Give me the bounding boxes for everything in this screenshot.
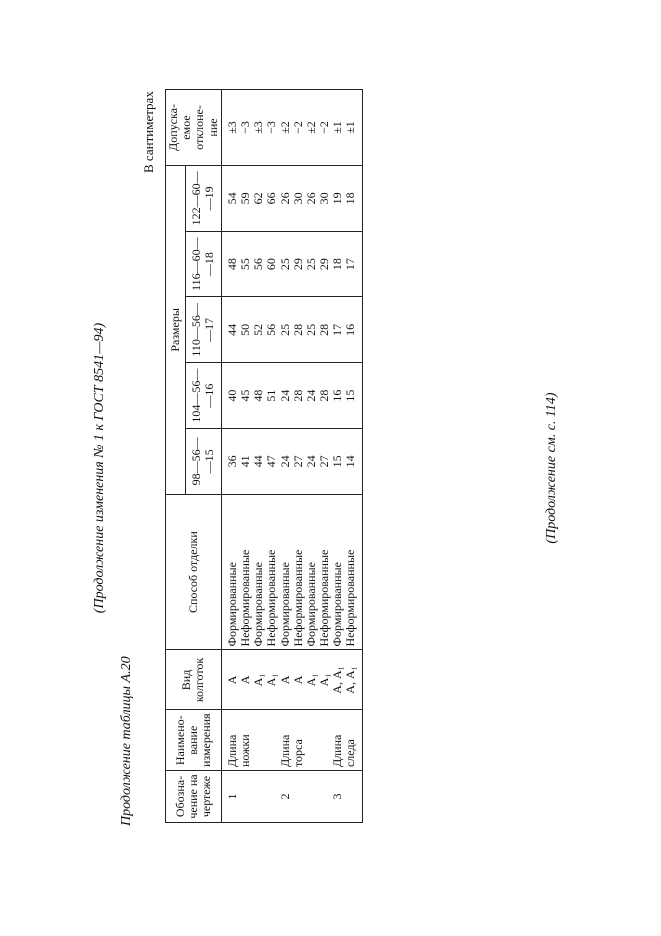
sizes-table (165, 89, 363, 823)
cell-size-value: 28 (292, 297, 305, 363)
cell-designation: 3 (331, 771, 344, 823)
cell-size-value: 48 (221, 231, 239, 297)
cell-designation (344, 771, 362, 823)
cell-measurement-name (265, 710, 278, 771)
cell-size-value: 29 (318, 231, 331, 297)
cell-measurement-name: ножки (239, 710, 252, 771)
cell-size-value: 62 (252, 165, 265, 231)
cell-tights-type: А (239, 650, 252, 710)
cell-tolerance: ±1 (331, 90, 344, 166)
header-designation: Обозна- чение на чертеже (166, 771, 222, 823)
cell-size-value: 26 (279, 165, 292, 231)
cell-size-value: 19 (331, 165, 344, 231)
cell-measurement-name: торса (292, 710, 305, 771)
cell-size-value: 15 (331, 429, 344, 495)
cell-designation: 2 (279, 771, 292, 823)
cell-tights-type: А (221, 650, 239, 710)
cell-finishing-method: Формированные (305, 494, 318, 650)
cell-tolerance: −2 (318, 90, 331, 166)
cell-tights-type: А (279, 650, 292, 710)
cell-measurement-name (252, 710, 265, 771)
cell-finishing-method: Формированные (221, 494, 239, 650)
cell-size-value: 30 (292, 165, 305, 231)
cell-tolerance: ±2 (279, 90, 292, 166)
cell-size-value: 45 (239, 363, 252, 429)
table-caption: Продолжение таблицы А.20 (119, 656, 134, 826)
cell-finishing-method: Формированные (252, 494, 265, 650)
table-row (265, 90, 278, 823)
cell-size-value: 16 (344, 297, 362, 363)
cell-size-value: 27 (292, 429, 305, 495)
cell-designation (252, 771, 265, 823)
cell-finishing-method: Неформированные (292, 494, 305, 650)
cell-size-value: 25 (305, 297, 318, 363)
cell-finishing-method: Неформированные (239, 494, 252, 650)
cell-size-value: 16 (331, 363, 344, 429)
cell-size-value: 24 (305, 363, 318, 429)
header-size-2: 104—56— —16 (185, 363, 221, 429)
header-finishing-method: Способ отделки (166, 494, 222, 650)
cell-size-value: 59 (239, 165, 252, 231)
cell-size-value: 24 (279, 363, 292, 429)
cell-tights-type: А₁ (252, 650, 265, 710)
cell-size-value: 17 (331, 297, 344, 363)
cell-designation (239, 771, 252, 823)
cell-size-value: 17 (344, 231, 362, 297)
cell-size-value: 55 (239, 231, 252, 297)
cell-size-value: 14 (344, 429, 362, 495)
cell-designation: 1 (221, 771, 239, 823)
cell-tolerance: −3 (265, 90, 278, 166)
cell-size-value: 28 (318, 297, 331, 363)
cell-size-value: 48 (252, 363, 265, 429)
header-measurement-name: Наимено- вание измерения (166, 710, 222, 771)
cell-size-value: 66 (265, 165, 278, 231)
cell-size-value: 27 (318, 429, 331, 495)
cell-size-value: 25 (279, 231, 292, 297)
cell-designation (265, 771, 278, 823)
header-sizes: Размеры (166, 165, 186, 494)
cell-size-value: 26 (305, 165, 318, 231)
table-row (344, 90, 362, 823)
header-size-1: 98—56— —15 (185, 429, 221, 495)
cell-measurement-name: Длина (221, 710, 239, 771)
cell-size-value: 47 (265, 429, 278, 495)
cell-size-value: 44 (221, 297, 239, 363)
cell-tolerance: −3 (239, 90, 252, 166)
table-body (221, 90, 362, 823)
cell-tights-type: А, А₁ (331, 650, 344, 710)
cell-size-value: 51 (265, 363, 278, 429)
cell-measurement-name (305, 710, 318, 771)
cell-tolerance: −2 (292, 90, 305, 166)
cell-size-value: 28 (318, 363, 331, 429)
table-row (221, 90, 239, 823)
cell-tights-type: А₁ (265, 650, 278, 710)
cell-finishing-method: Неформированные (344, 494, 362, 650)
cell-tights-type: А (292, 650, 305, 710)
cell-size-value: 52 (252, 297, 265, 363)
cell-tolerance: ±1 (344, 90, 362, 166)
cell-size-value: 41 (239, 429, 252, 495)
cell-size-value: 30 (318, 165, 331, 231)
cell-finishing-method: Формированные (279, 494, 292, 650)
running-header: (Продолжение изменения № 1 к ГОСТ 8541—94) (92, 322, 107, 614)
cell-size-value: 25 (305, 231, 318, 297)
units-note: В сантиметрах (141, 91, 156, 173)
cell-measurement-name: следа (344, 710, 362, 771)
cell-size-value: 28 (292, 363, 305, 429)
cell-size-value: 18 (344, 165, 362, 231)
running-footer: (Продолжение см. с. 114) (544, 392, 559, 544)
cell-finishing-method: Неформированные (265, 494, 278, 650)
cell-size-value: 24 (279, 429, 292, 495)
cell-tolerance: ±3 (252, 90, 265, 166)
cell-size-value: 15 (344, 363, 362, 429)
cell-tolerance: ±2 (305, 90, 318, 166)
cell-tights-type: А, А₁ (344, 650, 362, 710)
cell-finishing-method: Неформированные (318, 494, 331, 650)
cell-measurement-name: Длина (279, 710, 292, 771)
cell-size-value: 29 (292, 231, 305, 297)
cell-size-value: 36 (221, 429, 239, 495)
cell-tights-type: А₁ (318, 650, 331, 710)
cell-tights-type: А₁ (305, 650, 318, 710)
cell-size-value: 24 (305, 429, 318, 495)
cell-size-value: 18 (331, 231, 344, 297)
cell-tolerance: ±3 (221, 90, 239, 166)
cell-finishing-method: Формированные (331, 494, 344, 650)
header-size-4: 116—60— —18 (185, 231, 221, 297)
table-row (279, 90, 292, 823)
cell-size-value: 54 (221, 165, 239, 231)
cell-designation (305, 771, 318, 823)
cell-size-value: 50 (239, 297, 252, 363)
cell-size-value: 44 (252, 429, 265, 495)
header-tolerance: Допуска- емое отклоне- ние (166, 90, 222, 166)
cell-size-value: 60 (265, 231, 278, 297)
header-size-5: 122—60— —19 (185, 165, 221, 231)
cell-size-value: 56 (265, 297, 278, 363)
table-row (292, 90, 305, 823)
cell-designation (292, 771, 305, 823)
cell-size-value: 56 (252, 231, 265, 297)
cell-measurement-name: Длина (331, 710, 344, 771)
header-tights-type: Вид колготок (166, 650, 222, 710)
header-size-3: 110—56— —17 (185, 297, 221, 363)
cell-size-value: 40 (221, 363, 239, 429)
cell-size-value: 25 (279, 297, 292, 363)
